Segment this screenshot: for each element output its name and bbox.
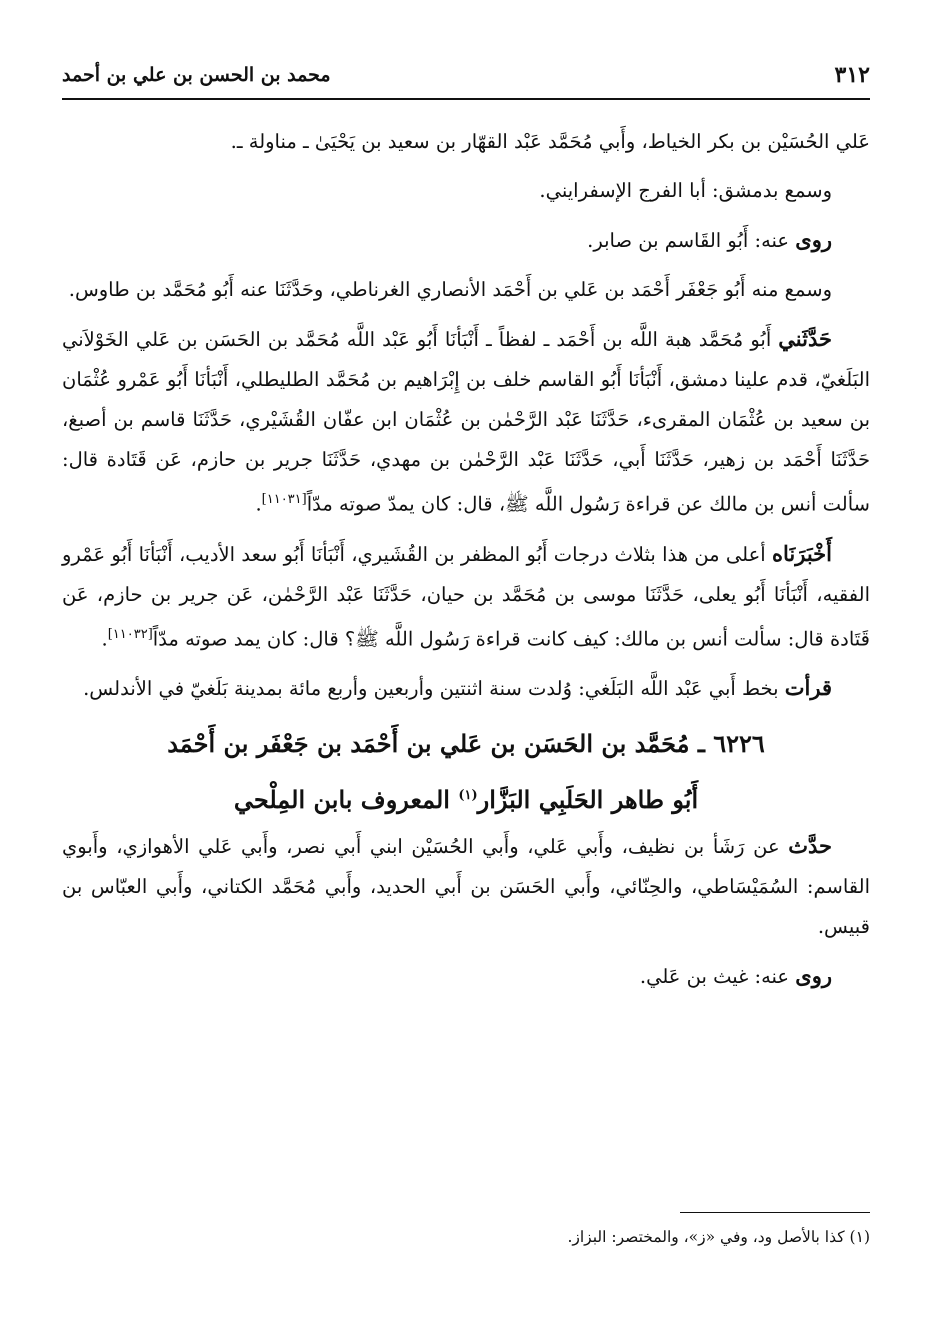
paragraph-text: عن رَشَأ بن نظيف، وأَبي عَلي، وأَبي الحُسَيْن ابني أَبي نصر، وأَبي عَلي الأهوازي، وأَبوي القاسم: السُمَيْسَاطي، والحِنّائي، وأَبي الحَسَن بن أَبي الحديد، وأَبي مُحَمَّد الكتاني، وأَبي العبّاس بن قبيس. <box>62 835 870 938</box>
paragraph <box>62 122 870 162</box>
paragraph <box>62 956 870 997</box>
entry-title <box>62 718 870 826</box>
main-text <box>62 122 870 1006</box>
paragraph <box>62 171 870 211</box>
entry-title-line: ٦٢٢٦ ـ مُحَمَّد بن الحَسَن بن عَلي بن أَحْمَد بن جَعْفَر بن أَحْمَد <box>167 729 765 758</box>
paragraph <box>62 220 870 261</box>
paragraph-text: وسمع منه أَبُو جَعْفَر أَحْمَد بن عَلي بن أَحْمَد الأنصاري الغرناطي، وحَدَّثَنَا عنه أَبُو مُحَمَّد بن طاوس. <box>68 278 832 301</box>
paragraph-text: وسمع بدمشق: أبا الفرج الإسفرايني. <box>539 179 832 202</box>
paragraph: حَدَّثَني أَبُو مُحَمَّد هبة اللَّه بن أَحْمَد ـ لفظاً ـ أَنْبَأنَا أَبُو عَبْد اللَّه مُحَمَّد بن الحَسَن بن عَلي الخَوْلاَني البَلَغيّ، قدم علينا دمشق، أَنْبَأنَا أَبُو القاسم خلف بن إِبْرَاهيم بن مُحَمَّد الطليطلي، أَنْبَأنَا أَبُو عَمْرو عُثْمَان بن سعيد بن عُثْمَان المقرىء، حَدَّثَنَا عَبْد الرَّحْمٰن بن عُثْمَان ابن عفّان القُشَيْري، حَدَّثَنَا قاسم بن أصبغ، حَدَّثَنَا أَحْمَد بن زهير، حَدَّثَنَا أَبي، حَدَّثَنَا عَبْد الرَّحْمٰن بن مهدي، حَدَّثَنَا جرير بن حازم، عَن قَتَادة قال: سألت أنس بن مالك عن قراءة رَسُول اللَّه ﷺ، قال: كان يمدّ صوته مدّاً[١١٠٣١]. <box>62 326 870 516</box>
paragraph-text: عَلي الحُسَيْن بن بكر الخياط، وأَبي مُحَمَّد عَبْد القهّار بن سعيد بن يَحْيَىٰ ـ مناولة ـ. <box>230 130 870 153</box>
entry-title-text: أَبُو طاهر الحَلَبِي البَزَّار <box>477 785 699 814</box>
page-number: ٣١٢ <box>834 62 870 88</box>
header-rule <box>62 98 870 100</box>
keyword: قرأت <box>784 675 832 700</box>
paragraph-text: بخط أَبي عَبْد اللَّه البَلَغي: وُلدت سنة اثنتين وأربعين وأربع مائة بمدينة بَلَغيّ في الأندلس. <box>83 677 785 700</box>
entry-title-text: المعروف بابن المِلْحي <box>233 785 459 814</box>
hadith-number: [١١٠٣٢] <box>107 626 153 642</box>
paragraph-text: عنه: أَبُو القَاسم بن صابر. <box>587 229 796 252</box>
paragraph-text: عنه: غيث بن عَلي. <box>639 965 796 988</box>
keyword: روى <box>795 963 832 988</box>
keyword: حدَّث <box>788 833 832 858</box>
hadith-number: [١١٠٣١] <box>261 492 307 507</box>
footnote: (١) كذا بالأصل ود، وفي «ز»، والمختصر: البزاز. <box>567 1228 870 1246</box>
keyword: أَخْبَرَنَاه <box>772 540 832 566</box>
running-head: محمد بن الحسن بن علي بن أحمد <box>62 64 331 86</box>
page-header <box>62 58 870 98</box>
keyword: روى <box>795 227 832 252</box>
entry-title-line <box>62 770 870 826</box>
paragraph <box>62 668 870 709</box>
paragraph <box>62 270 870 310</box>
keyword: حَدَّثَني <box>778 326 832 351</box>
paragraph <box>62 826 870 947</box>
paragraph-text: أعلى من هذا بثلاث درجات أَبُو المظفر بن القُشَيري، أَنْبَأنَا أَبُو سعد الأديب، أَنْبَأنَا أَبُو عَمْرو الفقيه، أَنْبَأنَا أَبُو يعلى، حَدَّثَنَا موسى بن مُحَمَّد بن حيان، حَدَّثَنَا عَبْد الرَّحْمٰن، عَن جرير بن حازم، عَن قَتَادة قال: سألت أنس بن مالك: كيف كانت قراءة رَسُول اللَّه ﷺ؟ قال: كان يمد صوته مدّاً <box>62 542 870 650</box>
paragraph: أَخْبَرَنَاه أعلى من هذا بثلاث درجات أَبُو المظفر بن القُشَيري، أَنْبَأنَا أَبُو سعد الأديب، أَنْبَأنَا أَبُو عَمْرو الفقيه، أَنْبَأنَا أَبُو يعلى، حَدَّثَنَا موسى بن مُحَمَّد بن حيان، حَدَّثَنَا عَبْد الرَّحْمٰن، عَن جرير بن حازم، عَن قَتَادة قال: سألت أنس بن مالك: كيف كانت قراءة رَسُول اللَّه ﷺ؟ قال: كان يمد صوته مدّاً[١١٠٣٢]. <box>62 540 870 650</box>
footnote-marker: (١) <box>458 788 478 803</box>
paragraph-text: أَبُو مُحَمَّد هبة اللَّه بن أَحْمَد ـ لفظاً ـ أَنْبَأنَا أَبُو عَبْد اللَّه مُحَمَّد بن الحَسَن بن عَلي الخَوْلاَني البَلَغيّ، قدم علينا دمشق، أَنْبَأنَا أَبُو القاسم خلف بن إِبْرَاهيم بن مُحَمَّد الطليطلي، أَنْبَأنَا أَبُو عَمْرو عُثْمَان بن سعيد بن عُثْمَان المقرىء، حَدَّثَنَا عَبْد الرَّحْمٰن بن عُثْمَان ابن عفّان القُشَيْري، حَدَّثَنَا قاسم بن أصبغ، حَدَّثَنَا أَحْمَد بن زهير، حَدَّثَنَا أَبي، حَدَّثَنَا عَبْد الرَّحْمٰن بن مهدي، حَدَّثَنَا جرير بن حازم، عَن قَتَادة قال: سألت أنس بن مالك عن قراءة رَسُول اللَّه ﷺ، قال: كان يمدّ صوته مدّاً <box>62 328 870 516</box>
footnote-rule <box>680 1212 870 1213</box>
